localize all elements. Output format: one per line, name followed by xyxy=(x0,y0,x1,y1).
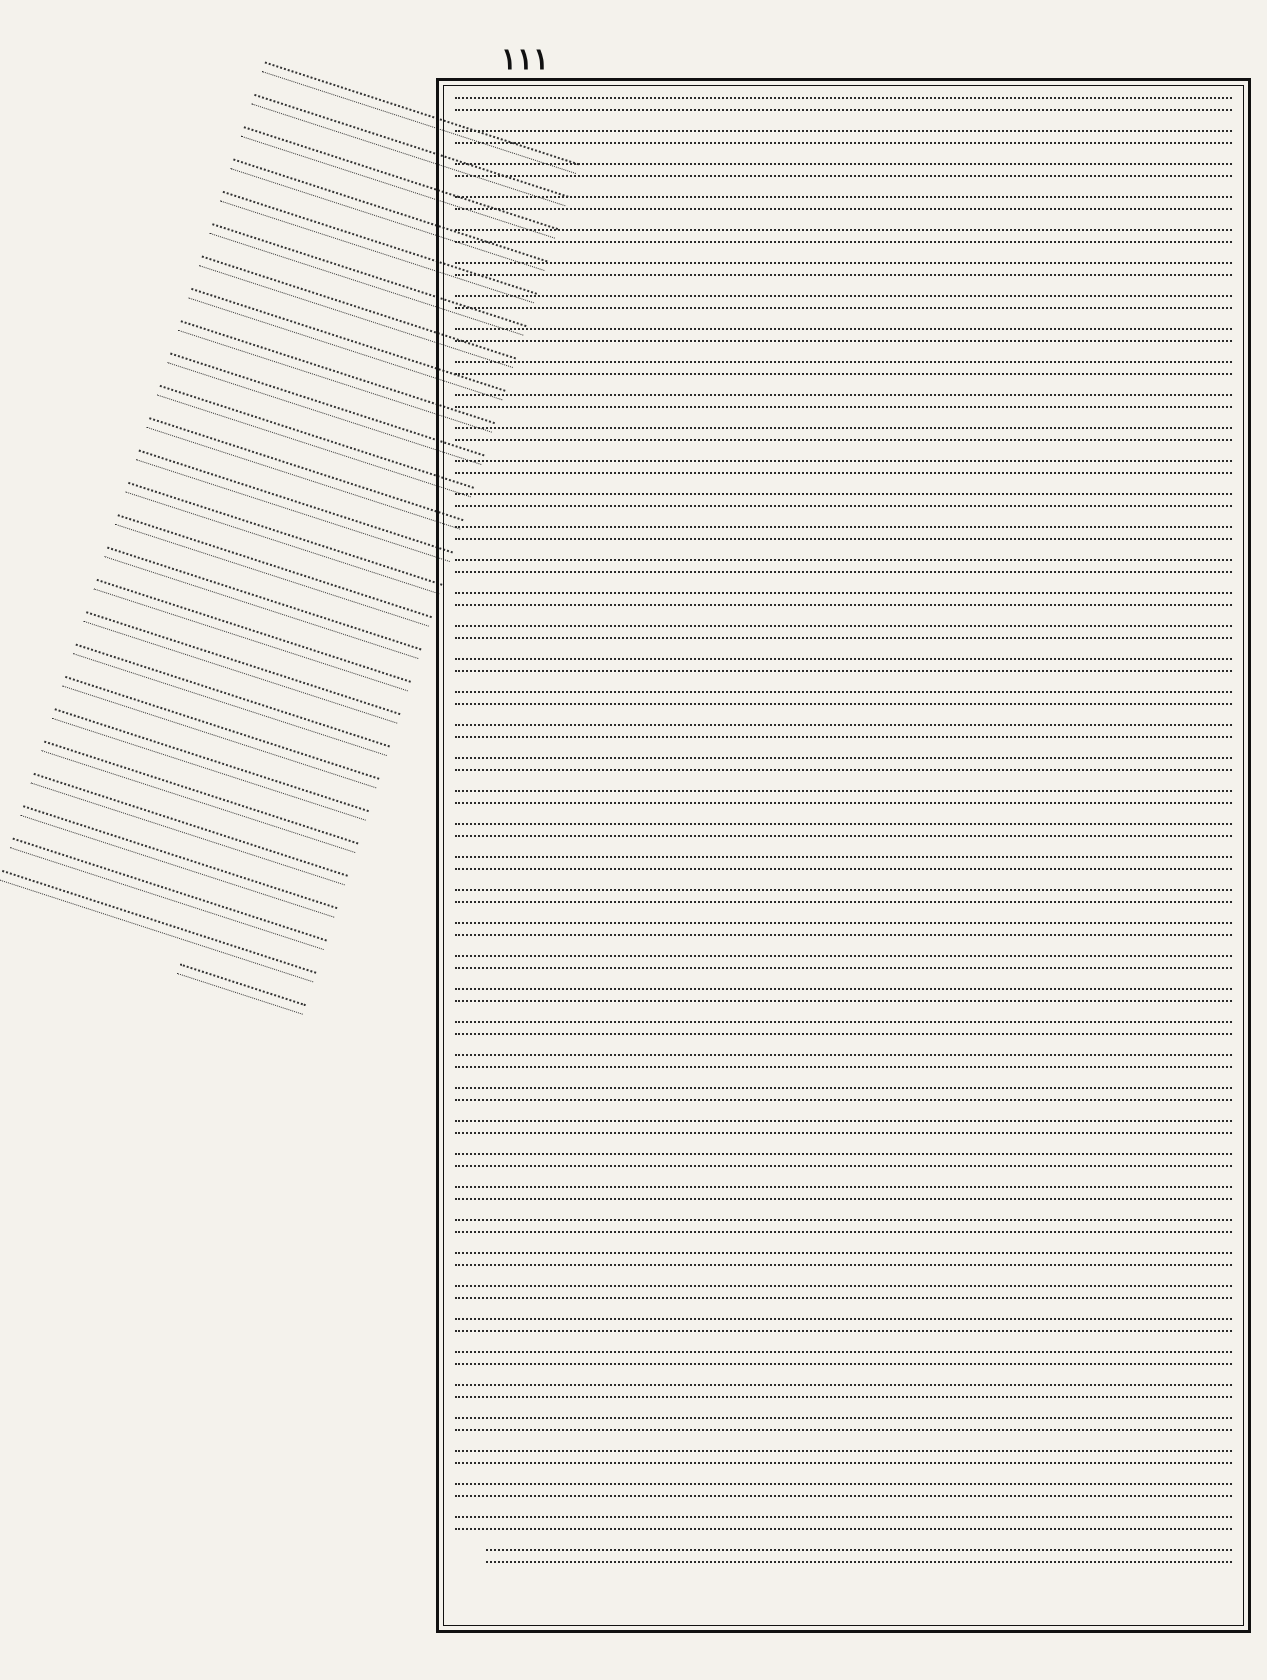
text-line xyxy=(455,988,1232,1002)
text-line xyxy=(455,97,1232,111)
text-line xyxy=(455,823,1232,837)
text-line xyxy=(455,1087,1232,1101)
text-line xyxy=(455,394,1232,408)
text-line xyxy=(455,1153,1232,1167)
text-line xyxy=(455,1417,1232,1431)
text-line xyxy=(455,493,1232,507)
text-line xyxy=(455,856,1232,870)
page-number: ١١١ xyxy=(500,42,550,77)
text-line xyxy=(455,1450,1232,1464)
text-line xyxy=(455,262,1232,276)
text-line xyxy=(455,1054,1232,1068)
text-line xyxy=(455,1021,1232,1035)
text-line xyxy=(455,955,1232,969)
text-line xyxy=(455,724,1232,738)
text-line xyxy=(455,526,1232,540)
text-line xyxy=(455,1351,1232,1365)
text-line xyxy=(455,1219,1232,1233)
main-text-body xyxy=(455,97,1232,1614)
text-line xyxy=(455,229,1232,243)
text-line xyxy=(455,625,1232,639)
text-line xyxy=(455,328,1232,342)
text-line xyxy=(455,1285,1232,1299)
text-line xyxy=(455,1483,1232,1497)
text-line xyxy=(455,592,1232,606)
text-line xyxy=(455,196,1232,210)
text-line xyxy=(455,790,1232,804)
text-line xyxy=(455,559,1232,573)
text-line xyxy=(455,163,1232,177)
text-line xyxy=(455,295,1232,309)
text-line xyxy=(455,460,1232,474)
text-line xyxy=(455,1186,1232,1200)
text-line xyxy=(455,1318,1232,1332)
text-line xyxy=(455,130,1232,144)
text-line xyxy=(455,691,1232,705)
text-line xyxy=(455,922,1232,936)
text-line xyxy=(455,361,1232,375)
text-line xyxy=(455,658,1232,672)
text-line xyxy=(455,1516,1232,1530)
text-line xyxy=(486,1549,1232,1563)
text-line xyxy=(455,427,1232,441)
text-line xyxy=(455,1252,1232,1266)
text-line xyxy=(455,1384,1232,1398)
text-line xyxy=(455,1120,1232,1134)
main-text-frame xyxy=(436,78,1251,1633)
text-line xyxy=(455,889,1232,903)
text-line xyxy=(455,757,1232,771)
